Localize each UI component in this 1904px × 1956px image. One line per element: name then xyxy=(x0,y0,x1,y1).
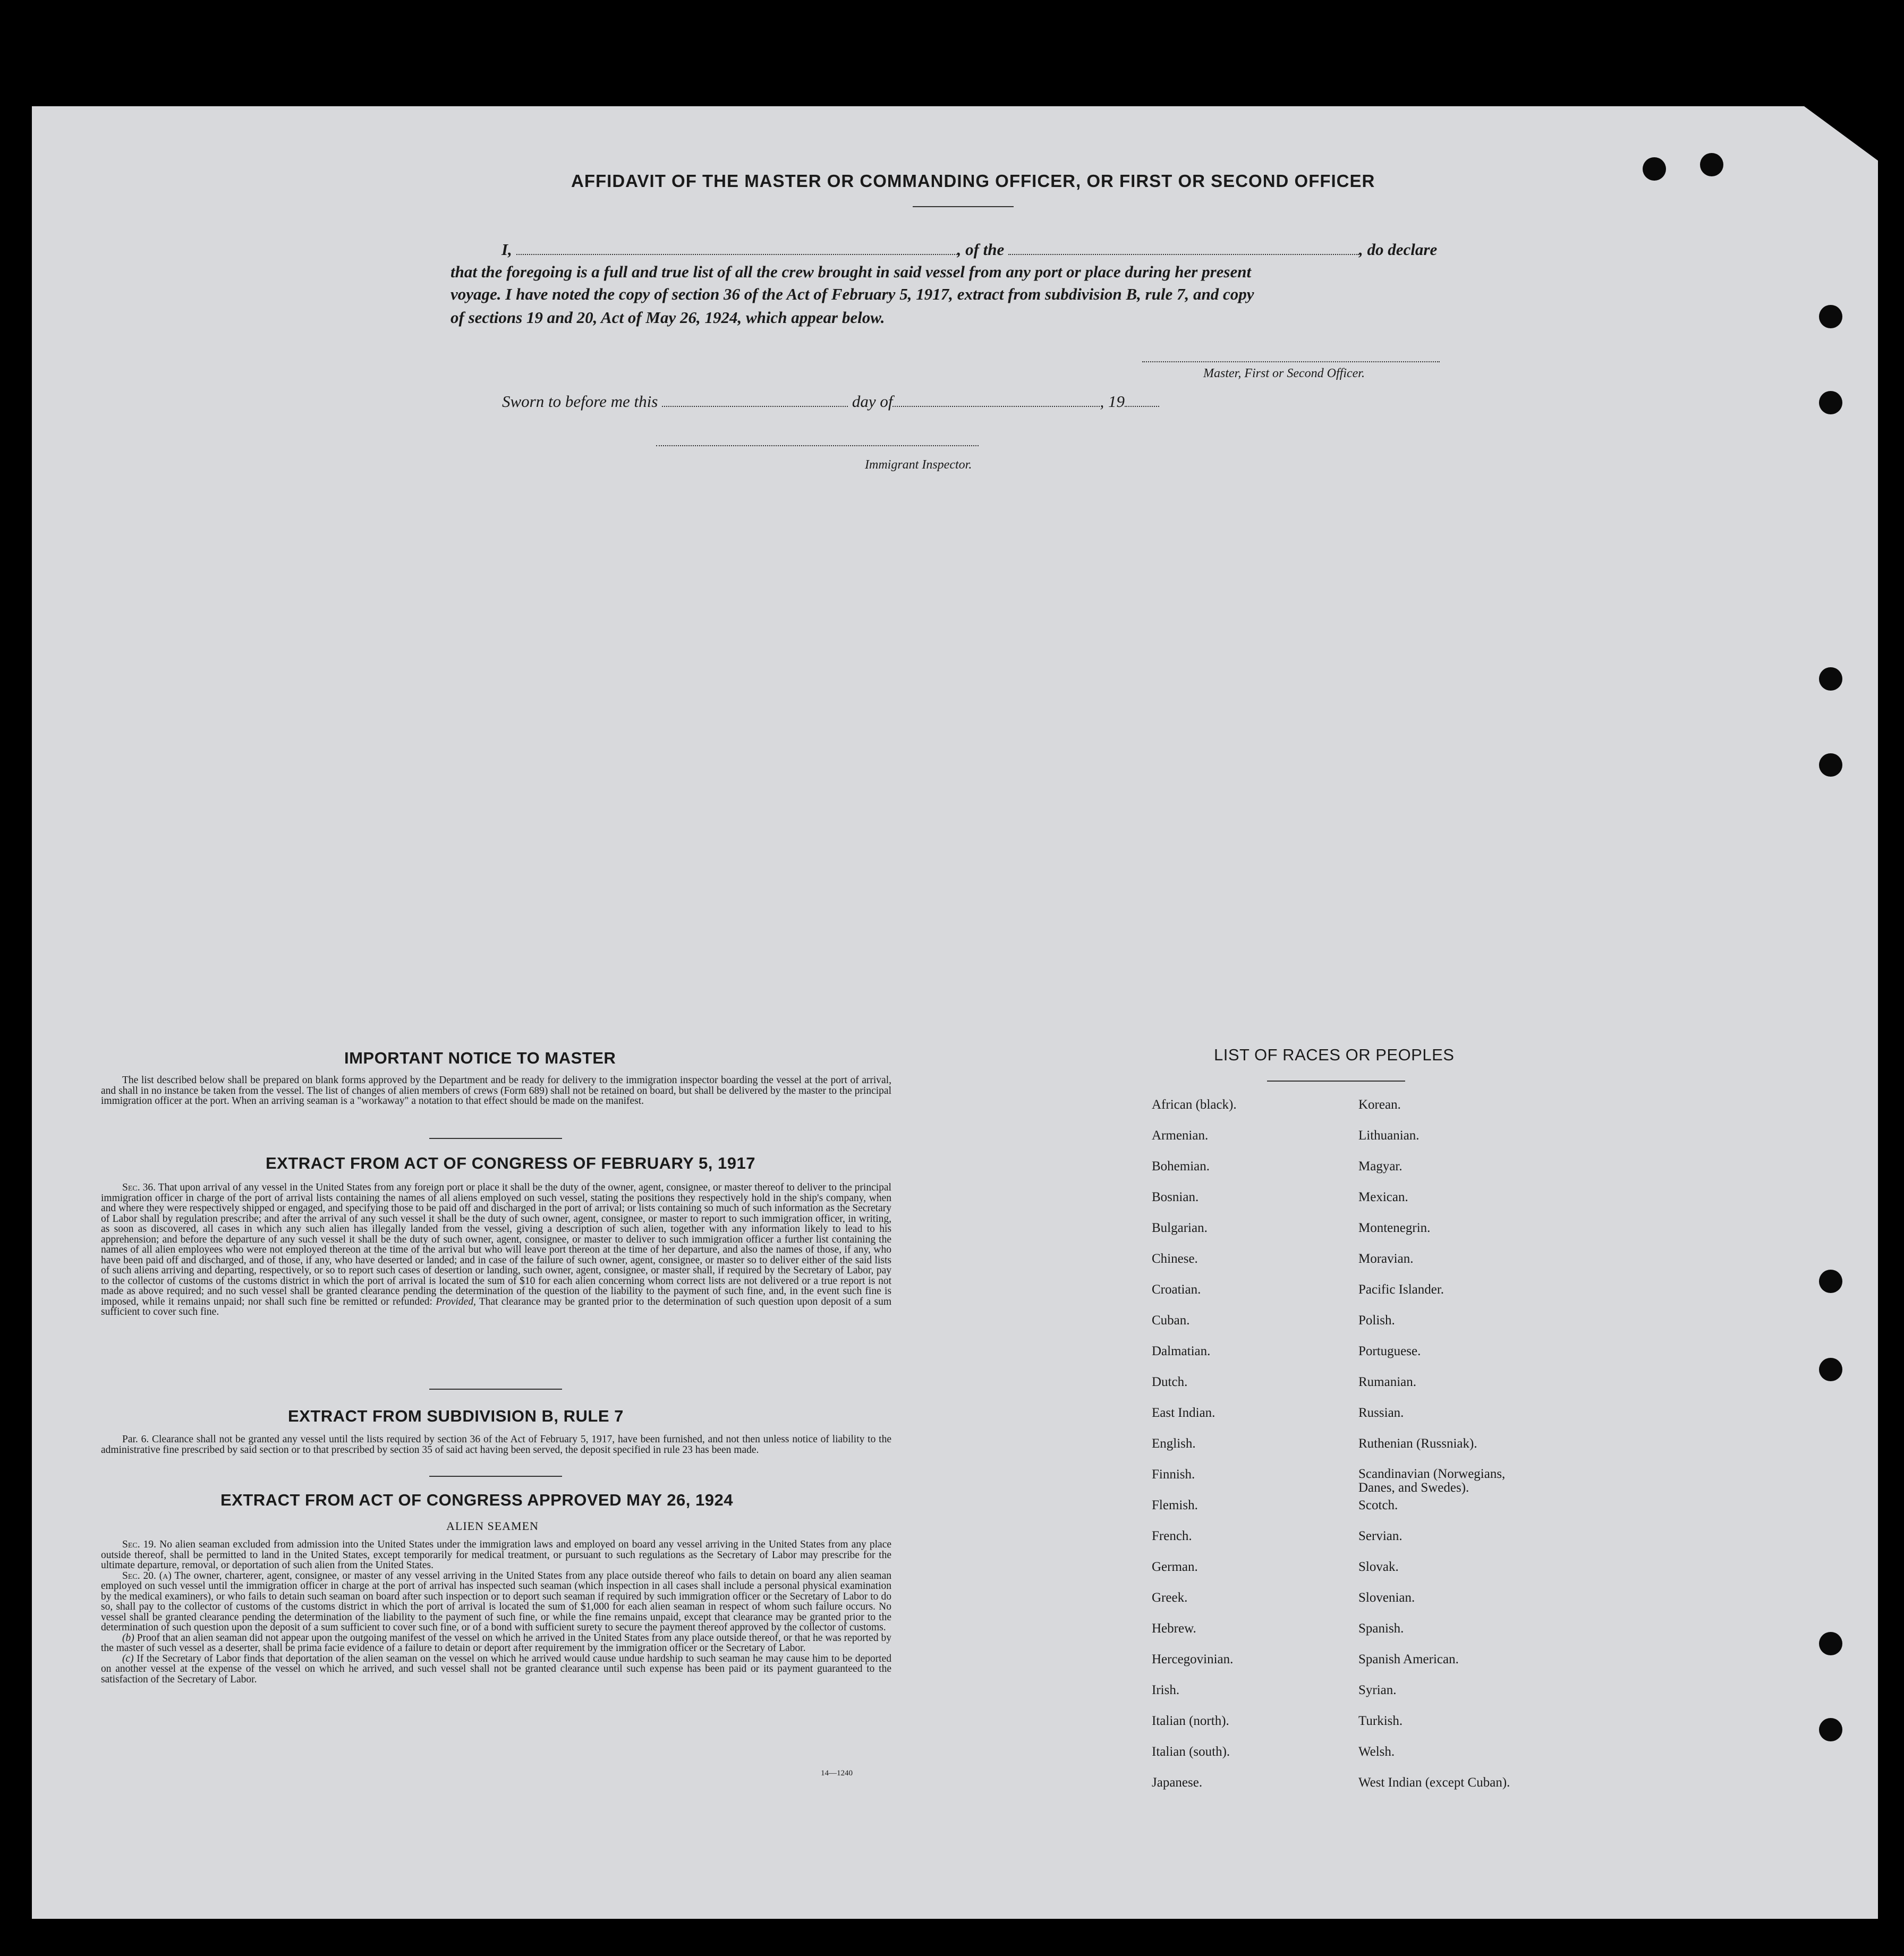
extract-1924-text: Sec. 19. No alien seaman excluded from admission into the United States under the immigration laws and employed on board any vessel arriving in the United States from any place outside thereof, shall be permitted to land in the United States, except temporarily for medical treatment, or pursuant to such regulations as the Secretary of Labor may prescribe for the ultimate departure, removal, or deportation of such alien from the United States. Sec. 20. (a) The owner, charterer, agent, consignee, or master of any vessel arriving in the United States from any place outside thereof who fails to detain on board any alien seaman employed on such vessel until the immigration officer in charge at the port of arrival has inspected such seaman (which inspection in all cases shall include a personal physical examination by the medical examiners), or who fails to detain such seaman on board after such inspection or to deport such seaman if required by such immigration officer or the Secretary of Labor to do so, shall pay to the collector of customs of the customs district in which the port of arrival is located the sum of $1,000 for each alien seaman in respect of whom such failure occurs. No vessel shall be granted clearance pending the determination of the liability to the payment of such fine, or while the fine remains unpaid, except that clearance may be granted prior to the determination of such question upon the deposit of a sum sufficient to cover such fine, or of a bond with sufficient surety to secure the payment thereof approved by the collector of customs. (b) Proof that an alien seaman did not appear upon the outgoing manifest of the vessel on which he arrived in the United States from any place outside thereof, or that he was reported by the master of such vessel as a deserter, shall be prima facie evidence of a failure to detain or deport after requirement by the immigration officer or the Secretary of Labor. (c) If the Secretary of Labor finds that deportation of the alien seaman on the vessel on which he arrived would cause undue hardship to such seaman he may cause him to be deported on another vessel at the expense of the vessel on which he arrived, and such vessel shall not be granted clearance until such expense has been paid or its payment guaranteed to the satisfaction of the Secretary of Labor. xyxy=(101,1539,892,1685)
affidavit-line-4: of sections 19 and 20, Act of May 26, 1924, which appear below. xyxy=(450,308,885,327)
sworn-line: Sworn to before me this day of , 19 xyxy=(502,392,1159,411)
race-item: Cuban. xyxy=(1152,1313,1190,1328)
master-signature-line xyxy=(1142,361,1440,362)
punch-hole xyxy=(1643,157,1666,181)
race-item: Dalmatian. xyxy=(1152,1344,1211,1358)
race-item: Magyar. xyxy=(1358,1159,1402,1173)
race-item: Scandinavian (Norwegians, Danes, and Swedes). xyxy=(1358,1467,1506,1495)
form-number: 14—1240 xyxy=(821,1769,853,1778)
race-item: Italian (north). xyxy=(1152,1714,1229,1728)
race-item: English. xyxy=(1152,1436,1196,1451)
race-item: Bosnian. xyxy=(1152,1190,1199,1204)
race-item: Bulgarian. xyxy=(1152,1221,1208,1235)
divider xyxy=(429,1138,562,1139)
affidavit-title: AFFIDAVIT OF THE MASTER OR COMMANDING OFFICER, OR FIRST OR SECOND OFFICER xyxy=(571,171,1375,191)
punch-hole xyxy=(1819,1718,1842,1741)
race-item: Lithuanian. xyxy=(1358,1128,1420,1143)
punch-hole xyxy=(1819,1270,1842,1293)
divider xyxy=(429,1476,562,1477)
race-item: Flemish. xyxy=(1152,1498,1198,1512)
affidavit-line-3: voyage. I have noted the copy of section 36 of the Act of February 5, 1917, extract from subdivision B, rule 7, and copy xyxy=(450,285,1254,303)
punch-hole xyxy=(1819,667,1842,691)
race-item: Slovenian. xyxy=(1358,1591,1415,1605)
extract-1924-title: EXTRACT FROM ACT OF CONGRESS APPROVED MAY 26, 1924 xyxy=(220,1491,733,1509)
race-item: Irish. xyxy=(1152,1683,1180,1697)
race-item: Croatian. xyxy=(1152,1282,1201,1297)
race-item: Spanish. xyxy=(1358,1621,1404,1636)
master-signature-label: Master, First or Second Officer. xyxy=(1203,367,1365,380)
race-item: Hercegovinian. xyxy=(1152,1652,1234,1666)
race-item: Korean. xyxy=(1358,1098,1401,1112)
race-item: Japanese. xyxy=(1152,1775,1203,1790)
vessel-blank xyxy=(1008,242,1359,255)
race-item: Polish. xyxy=(1358,1313,1395,1328)
race-item: Dutch. xyxy=(1152,1375,1188,1389)
punch-hole xyxy=(1819,1358,1842,1381)
races-column-2 xyxy=(1358,1098,1539,1806)
punch-hole xyxy=(1819,305,1842,328)
race-item: African (black). xyxy=(1152,1098,1237,1112)
race-item: Chinese. xyxy=(1152,1252,1198,1266)
race-item: Turkish. xyxy=(1358,1714,1403,1728)
race-item: Hebrew. xyxy=(1152,1621,1196,1636)
inspector-signature-line xyxy=(656,445,979,446)
race-item: East Indian. xyxy=(1152,1406,1216,1420)
races-column-1 xyxy=(1152,1098,1237,1806)
race-item: Russian. xyxy=(1358,1406,1404,1420)
race-item: Welsh. xyxy=(1358,1745,1395,1759)
race-item: Mexican. xyxy=(1358,1190,1408,1204)
alien-seamen-subtitle: ALIEN SEAMEN xyxy=(446,1519,539,1533)
sworn-month-blank xyxy=(892,394,1100,407)
race-item: Moravian. xyxy=(1358,1252,1414,1266)
punch-hole xyxy=(1819,1632,1842,1655)
punch-hole xyxy=(1700,153,1723,176)
race-item: Portuguese. xyxy=(1358,1344,1421,1358)
punch-hole xyxy=(1819,753,1842,777)
extract-1917-title: EXTRACT FROM ACT OF CONGRESS OF FEBRUARY 5, 1917 xyxy=(266,1154,755,1172)
race-item: German. xyxy=(1152,1560,1198,1574)
race-item: French. xyxy=(1152,1529,1192,1543)
name-blank xyxy=(516,242,957,255)
extract-1917-text: Sec. 36. That upon arrival of any vessel in the United States from any foreign port or place it shall be the duty of the owner, agent, consignee, or master thereof to deliver to the principal immigration officer in charge of the port of arrival lists containing the names of all aliens employed on such vessel, stating the positions they respectively hold in the ship's company, when and where they were respectively shipped or engaged, and specifying those to be paid off and discharged in the port of arrival; or lists containing so much of such information as the Secretary of Labor shall by regulation prescribe; and after the arrival of any such vessel it shall be the duty of such owner, agent, consignee, or master to report to such immigration officer, in writing, as soon as discovered, all cases in which any such alien has illegally landed from the vessel, giving a description of such alien, together with any information likely to lead to his apprehension; and before the departure of any such vessel it shall be the duty of such owner, agent, consignee, or master to deliver to such immigration officer a further list containing the names of all alien employees who were not employed thereon at the time of the arrival but who will leave port thereon at the time of her departure, and also the names of those, if any, who have been paid off and discharged, and of those, if any, who have deserted or landed; and in case of the failure of such owner, agent, consignee, or master so to deliver either of the said lists of such aliens arriving and departing, respectively, or so to report such cases of desertion or landing, such owner, agent, consignee, or master shall, if required by the Secretary of Labor, pay to the collector of customs of the customs district in which the port of arrival is located the sum of $10 for each alien concerning whom correct lists are not delivered or a true report is not made as above required; and no such vessel shall be granted clearance pending the determination of the question of the liability to the payment of such fine, and, in the event such fine is imposed, while it remains unpaid; nor shall such fine be remitted or refunded: Provided, That clearance may be granted prior to the determination of such question upon deposit of a sum sufficient to cover such fine. xyxy=(101,1182,891,1317)
affidavit-line-1: I, , of the , do declare xyxy=(502,240,1438,259)
sworn-day-blank xyxy=(662,394,848,407)
race-item: Armenian. xyxy=(1152,1128,1209,1143)
divider xyxy=(429,1389,562,1390)
extract-rule7-text: Par. 6. Clearance shall not be granted any vessel until the lists required by section 36 of the Act of February 5, 1917, have been furnished, and not then unless notice of liability to the administrative fine prescribed by said section or to that prescribed by section 35 of said act having been served, the deposit specified in rule 23 has been made. xyxy=(101,1434,891,1456)
sworn-year-blank xyxy=(1125,394,1159,407)
race-item: Ruthenian (Russniak). xyxy=(1358,1436,1477,1451)
race-item: Slovak. xyxy=(1358,1560,1399,1574)
race-item: Scotch. xyxy=(1358,1498,1398,1512)
notice-title: IMPORTANT NOTICE TO MASTER xyxy=(344,1049,616,1067)
divider xyxy=(913,206,1014,207)
race-item: Italian (south). xyxy=(1152,1745,1230,1759)
race-item: Syrian. xyxy=(1358,1683,1397,1697)
inspector-label: Immigrant Inspector. xyxy=(865,458,972,472)
race-item: Bohemian. xyxy=(1152,1159,1210,1173)
race-item: Servian. xyxy=(1358,1529,1402,1543)
race-item: West Indian (except Cuban). xyxy=(1358,1775,1510,1790)
affidavit-line-2: that the foregoing is a full and true list of all the crew brought in said vessel from any port or place during her present xyxy=(450,262,1252,281)
race-item: Spanish American. xyxy=(1358,1652,1459,1666)
race-item: Montenegrin. xyxy=(1358,1221,1431,1235)
extract-rule7-title: EXTRACT FROM SUBDIVISION B, RULE 7 xyxy=(288,1407,624,1425)
race-item: Rumanian. xyxy=(1358,1375,1417,1389)
races-title: LIST OF RACES OR PEOPLES xyxy=(1214,1045,1455,1064)
race-item: Pacific Islander. xyxy=(1358,1282,1444,1297)
divider xyxy=(1267,1081,1405,1082)
race-item: Greek. xyxy=(1152,1591,1188,1605)
notice-text: The list described below shall be prepared on blank forms approved by the Department and be ready for delivery to the immigration inspector boarding the vessel at the port of arrival, and shall in no instance be taken from the vessel. The list of changes of alien members of crews (Form 689) shall not be retained on board, but shall be delivered by the master to the principal immigration officer at the port. When an arriving seaman is a "workaway" a notation to that effect should be made on the manifest. xyxy=(101,1075,891,1107)
race-item: Finnish. xyxy=(1152,1467,1195,1482)
punch-hole xyxy=(1819,391,1842,414)
